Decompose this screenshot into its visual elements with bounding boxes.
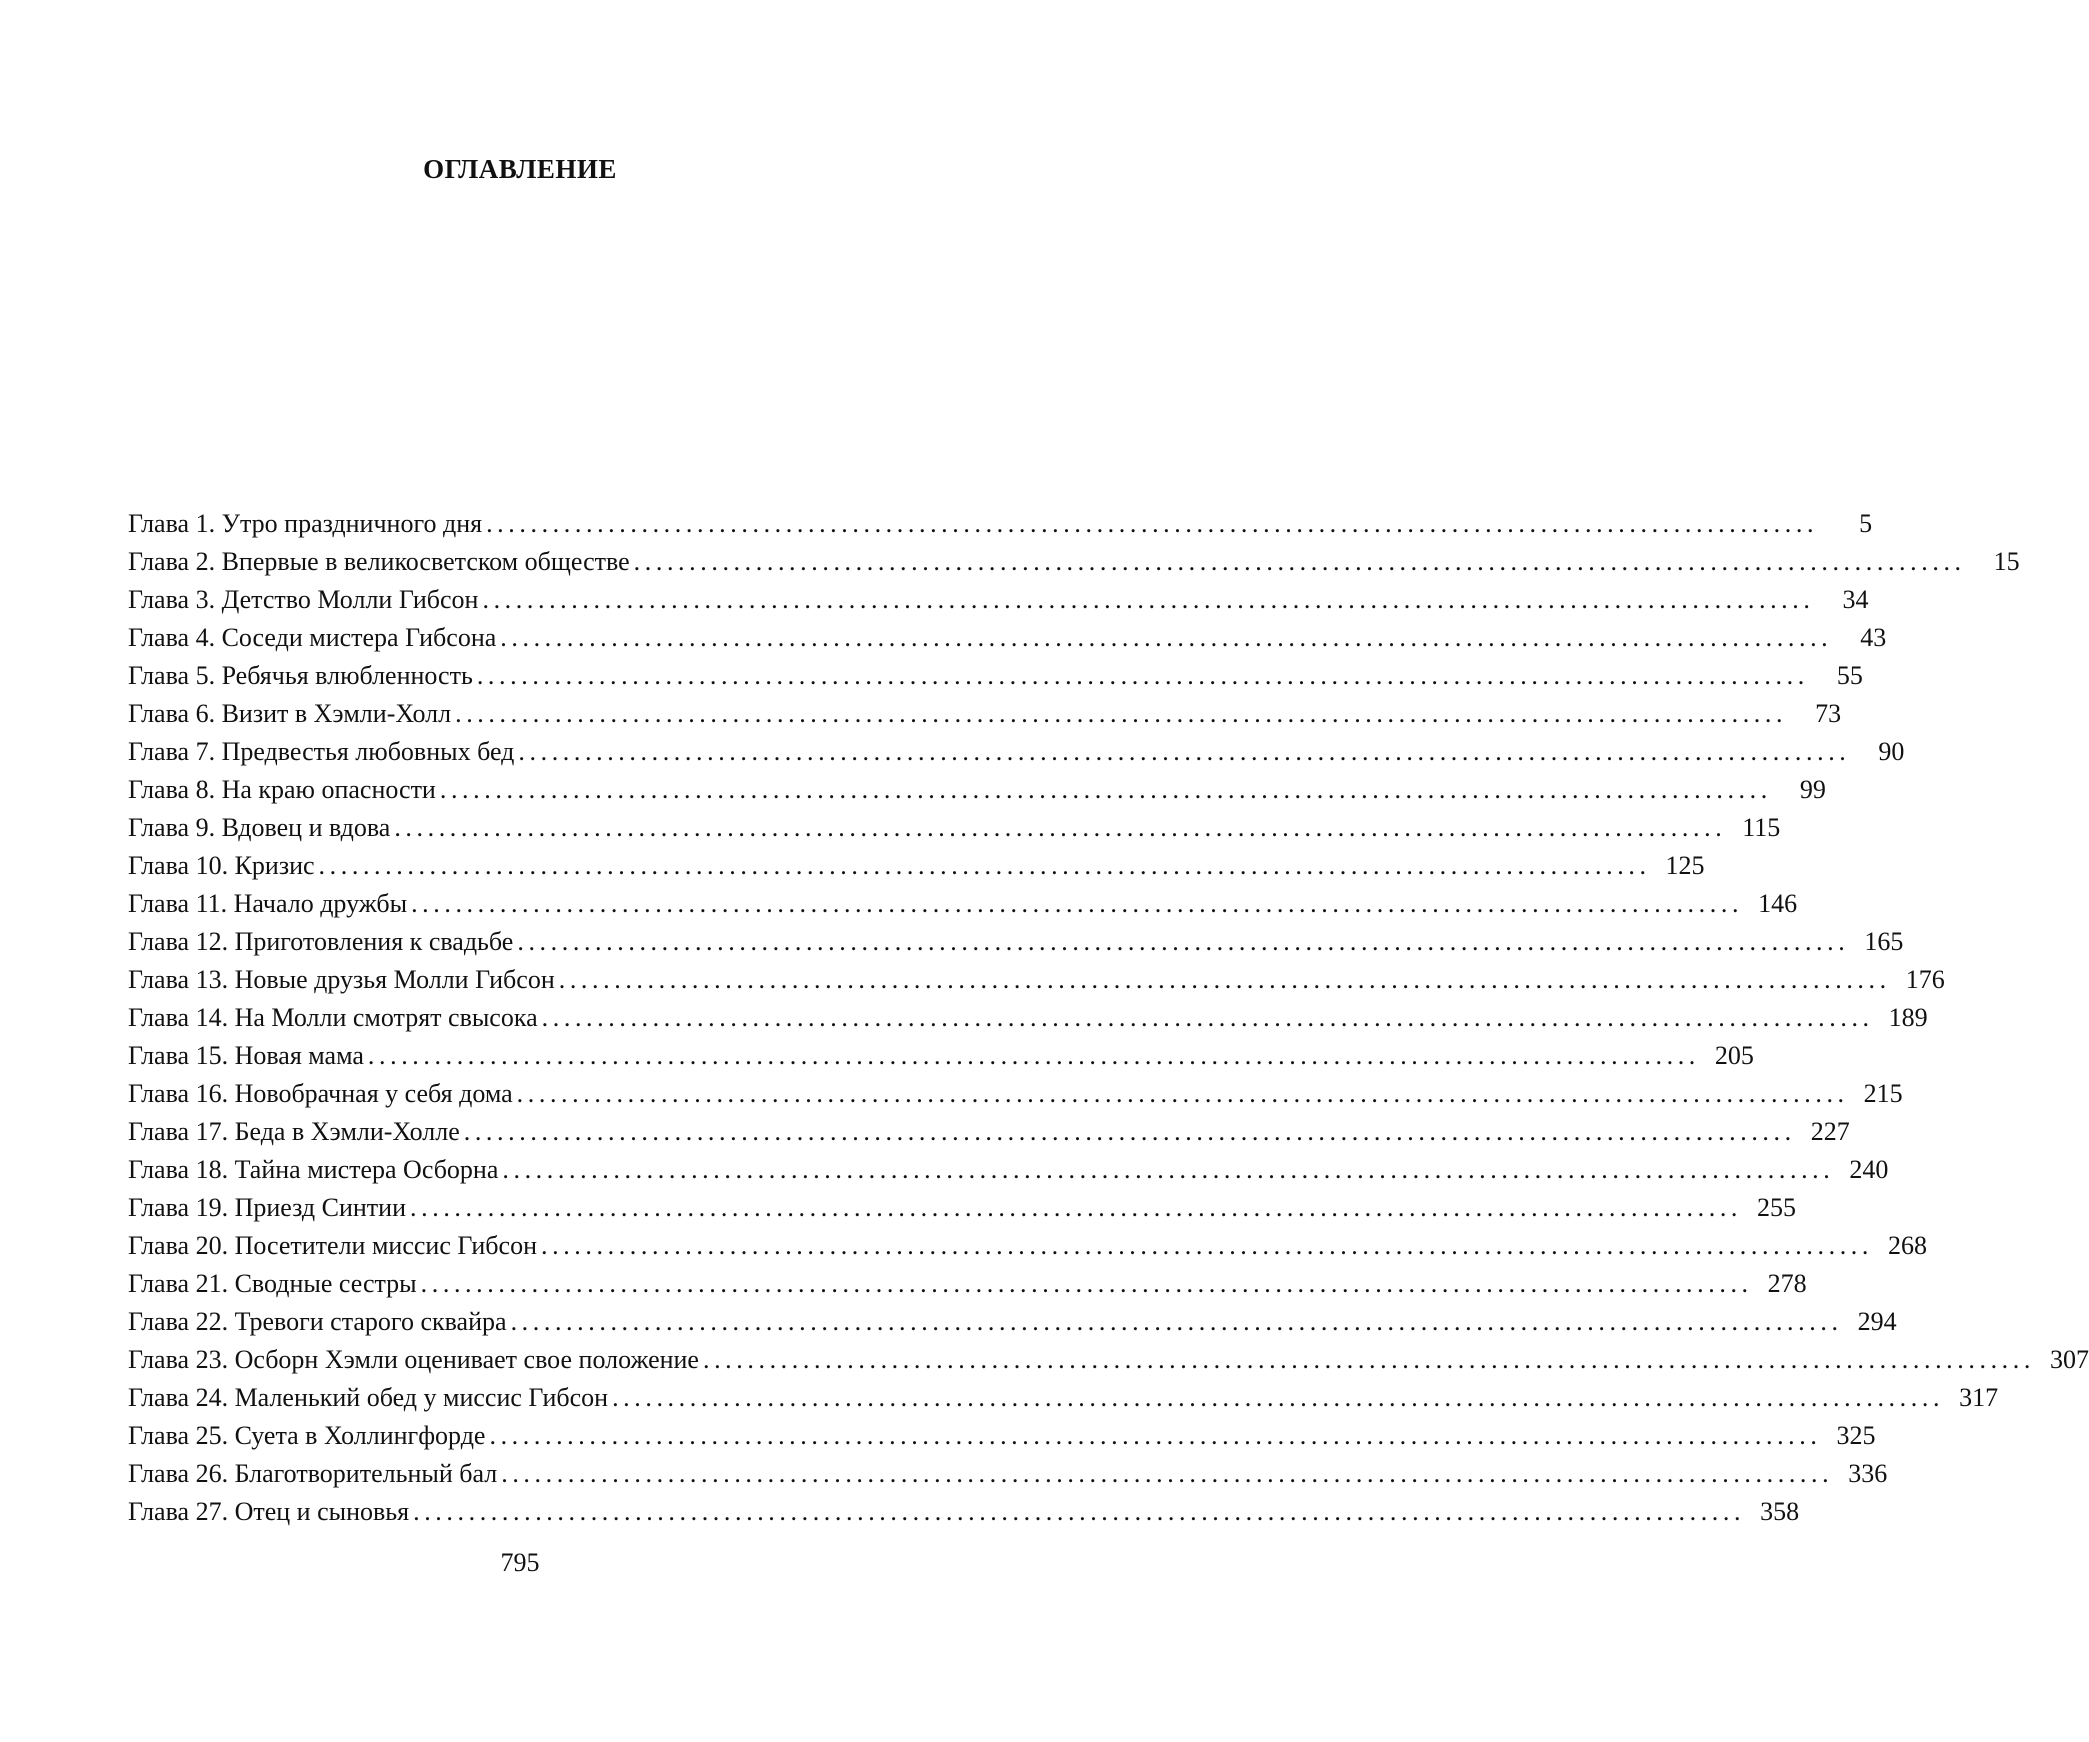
toc-entry[interactable] bbox=[128, 1493, 1800, 1531]
dot-leader: ........................................................................................................................ bbox=[489, 1421, 1822, 1450]
toc-entry-page: 294 bbox=[1857, 1307, 1897, 1336]
dot-leader: ........................................................................................................................ bbox=[702, 1345, 2035, 1374]
page-title: ОГЛАВЛЕНИЕ bbox=[423, 154, 617, 185]
dot-leader: ........................................................................................................................ bbox=[541, 1231, 1873, 1260]
toc-entry-title: Глава 21. Сводные сестры bbox=[128, 1269, 417, 1298]
toc-entry[interactable] bbox=[128, 1189, 1797, 1227]
toc-entry-title: Глава 2. Впервые в великосветском обществе bbox=[128, 547, 630, 576]
dot-leader: ........................................................................................................................ bbox=[367, 1041, 1700, 1070]
toc-entry-page: 90 bbox=[1878, 737, 1905, 766]
toc-entry[interactable] bbox=[128, 619, 1887, 657]
toc-entry[interactable] bbox=[128, 543, 2020, 581]
toc-entry[interactable] bbox=[128, 1151, 1889, 1189]
dot-leader: ........................................................................................................................ bbox=[463, 1117, 1796, 1146]
toc-entry-page: 307 bbox=[2049, 1345, 2089, 1374]
toc-entry[interactable] bbox=[128, 1227, 1927, 1265]
toc-entry-title: Глава 4. Соседи мистера Гибсона bbox=[128, 623, 497, 652]
toc-entry-title: Глава 1. Утро праздничного дня bbox=[128, 509, 483, 538]
toc-entry-page: 358 bbox=[1760, 1497, 1800, 1526]
toc-entry-title: Глава 9. Вдовец и вдова bbox=[128, 813, 391, 842]
toc-entry-title: Глава 19. Приезд Синтии bbox=[128, 1193, 407, 1222]
toc-entry-title: Глава 18. Тайна мистера Осборна bbox=[128, 1155, 499, 1184]
toc-entry[interactable] bbox=[128, 885, 1798, 923]
toc-entry[interactable] bbox=[128, 1265, 1807, 1303]
toc-entry[interactable] bbox=[128, 1379, 1999, 1417]
dot-leader: ........................................................................................................................ bbox=[516, 1079, 1849, 1108]
toc-entry-title: Глава 22. Тревоги старого сквайра bbox=[128, 1307, 507, 1336]
toc-entry-title: Глава 17. Беда в Хэмли-Холле bbox=[128, 1117, 460, 1146]
dot-leader: ........................................................................................................................ bbox=[517, 927, 1850, 956]
toc-entry[interactable] bbox=[128, 1037, 1754, 1075]
toc-entry-title: Глава 5. Ребячья влюбленность bbox=[128, 661, 473, 690]
dot-leader: ........................................................................................................................ bbox=[541, 1003, 1874, 1032]
toc-entry-page: 227 bbox=[1810, 1117, 1850, 1146]
toc-entry[interactable] bbox=[128, 1303, 1897, 1341]
toc-entry[interactable] bbox=[128, 505, 1873, 543]
toc-entry[interactable] bbox=[128, 999, 1928, 1037]
dot-leader: ........................................................................................................................ bbox=[500, 623, 1833, 652]
toc-entry-title: Глава 16. Новобрачная у себя дома bbox=[128, 1079, 513, 1108]
table-of-contents bbox=[128, 505, 2089, 1531]
dot-leader: ........................................................................................................................ bbox=[413, 1497, 1746, 1526]
toc-entry-page: 43 bbox=[1860, 623, 1887, 652]
toc-entry-page: 176 bbox=[1905, 965, 1945, 994]
page-number: 795 bbox=[500, 1548, 540, 1577]
toc-entry-title: Глава 23. Осборн Хэмли оценивает свое положение bbox=[128, 1345, 699, 1374]
dot-leader: ........................................................................................................................ bbox=[558, 965, 1891, 994]
toc-entry[interactable] bbox=[128, 695, 1842, 733]
dot-leader: ........................................................................................................................ bbox=[411, 889, 1744, 918]
toc-entry-page: 115 bbox=[1742, 813, 1781, 842]
toc-entry-title: Глава 13. Новые друзья Молли Гибсон bbox=[128, 965, 555, 994]
toc-entry[interactable] bbox=[128, 809, 1781, 847]
toc-entry[interactable] bbox=[128, 1075, 1903, 1113]
toc-entry[interactable] bbox=[128, 771, 1826, 809]
dot-leader: ........................................................................................................................ bbox=[612, 1383, 1945, 1412]
toc-entry-page: 73 bbox=[1815, 699, 1842, 728]
toc-entry-page: 240 bbox=[1849, 1155, 1889, 1184]
toc-entry-page: 215 bbox=[1863, 1079, 1903, 1108]
toc-entry-page: 5 bbox=[1859, 509, 1873, 538]
dot-leader: ........................................................................................................................ bbox=[633, 547, 1966, 576]
toc-entry-title: Глава 11. Начало дружбы bbox=[128, 889, 408, 918]
dot-leader: ........................................................................................................................ bbox=[455, 699, 1788, 728]
toc-entry[interactable] bbox=[128, 657, 1863, 695]
toc-entry-title: Глава 3. Детство Молли Гибсон bbox=[128, 585, 479, 614]
toc-entry-title: Глава 14. На Молли смотрят свысока bbox=[128, 1003, 538, 1032]
toc-entry-title: Глава 26. Благотворительный бал bbox=[128, 1459, 498, 1488]
toc-entry-page: 99 bbox=[1799, 775, 1826, 804]
dot-leader: ........................................................................................................................ bbox=[394, 813, 1727, 842]
toc-entry-page: 189 bbox=[1888, 1003, 1928, 1032]
toc-entry[interactable] bbox=[128, 1341, 2089, 1379]
dot-leader: ........................................................................................................................ bbox=[502, 1155, 1835, 1184]
toc-entry-title: Глава 12. Приготовления к свадьбе bbox=[128, 927, 514, 956]
toc-entry[interactable] bbox=[128, 1417, 1876, 1455]
toc-entry-title: Глава 15. Новая мама bbox=[128, 1041, 364, 1070]
dot-leader: ........................................................................................................................ bbox=[439, 775, 1772, 804]
toc-entry[interactable] bbox=[128, 733, 1905, 771]
toc-entry-page: 205 bbox=[1714, 1041, 1754, 1070]
toc-entry[interactable] bbox=[128, 1455, 1888, 1493]
toc-entry[interactable] bbox=[128, 923, 1904, 961]
toc-entry-title: Глава 8. На краю опасности bbox=[128, 775, 436, 804]
dot-leader: ........................................................................................................................ bbox=[510, 1307, 1843, 1336]
dot-leader: ........................................................................................................................ bbox=[410, 1193, 1743, 1222]
toc-entry-title: Глава 25. Суета в Холлингфорде bbox=[128, 1421, 486, 1450]
toc-entry-page: 317 bbox=[1959, 1383, 1999, 1412]
toc-entry-page: 125 bbox=[1665, 851, 1705, 880]
toc-entry-page: 55 bbox=[1836, 661, 1863, 690]
toc-entry-page: 165 bbox=[1864, 927, 1904, 956]
toc-entry-title: Глава 10. Кризис bbox=[128, 851, 315, 880]
dot-leader: ........................................................................................................................ bbox=[482, 585, 1815, 614]
toc-entry-page: 278 bbox=[1767, 1269, 1807, 1298]
toc-entry-page: 268 bbox=[1888, 1231, 1927, 1260]
dot-leader: ........................................................................................................................ bbox=[420, 1269, 1753, 1298]
dot-leader: ........................................................................................................................ bbox=[518, 737, 1851, 766]
toc-entry-title: Глава 24. Маленький обед у миссис Гибсон bbox=[128, 1383, 609, 1412]
toc-entry-title: Глава 7. Предвестья любовных бед bbox=[128, 737, 515, 766]
dot-leader: ........................................................................................................................ bbox=[486, 509, 1819, 538]
toc-entry[interactable] bbox=[128, 1113, 1850, 1151]
dot-leader: ........................................................................................................................ bbox=[476, 661, 1809, 690]
dot-leader: ........................................................................................................................ bbox=[318, 851, 1651, 880]
toc-entry-page: 15 bbox=[1993, 547, 2020, 576]
toc-entry-title: Глава 27. Отец и сыновья bbox=[128, 1497, 410, 1526]
toc-entry[interactable] bbox=[128, 581, 1869, 619]
toc-entry-page: 325 bbox=[1836, 1421, 1876, 1450]
toc-entry[interactable] bbox=[128, 961, 1945, 999]
toc-entry-title: Глава 6. Визит в Хэмли-Холл bbox=[128, 699, 452, 728]
toc-entry-title: Глава 20. Посетители миссис Гибсон bbox=[128, 1231, 537, 1260]
toc-entry-page: 255 bbox=[1757, 1193, 1797, 1222]
toc-entry[interactable] bbox=[128, 847, 1705, 885]
toc-entry-page: 34 bbox=[1842, 585, 1869, 614]
toc-entry-page: 146 bbox=[1758, 889, 1798, 918]
toc-entry-page: 336 bbox=[1848, 1459, 1888, 1488]
dot-leader: ........................................................................................................................ bbox=[501, 1459, 1834, 1488]
